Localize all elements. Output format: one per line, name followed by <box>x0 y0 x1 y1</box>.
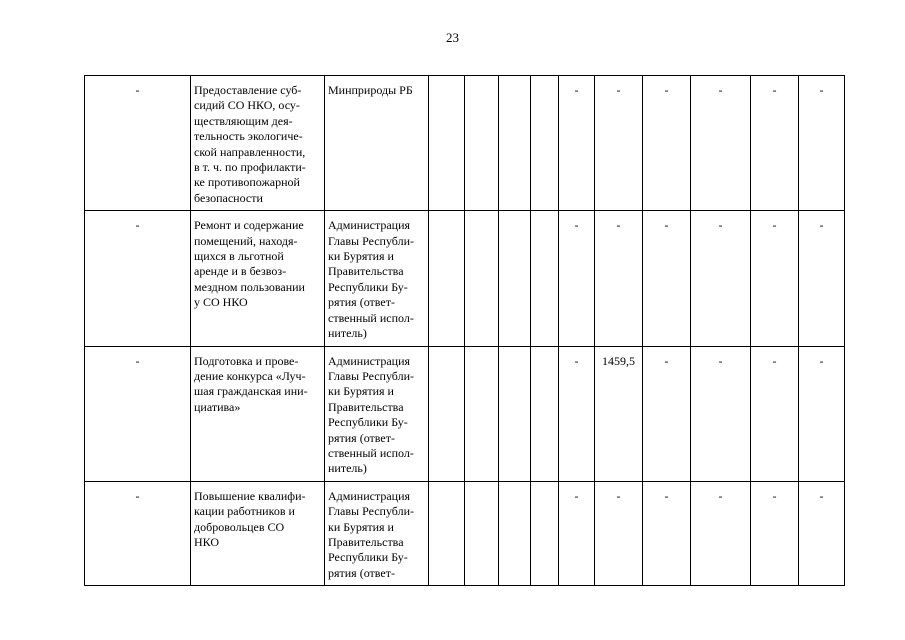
value-cell: - <box>799 481 845 585</box>
value-cell: - <box>595 211 643 346</box>
value-cell: - <box>559 76 595 211</box>
value-cell: - <box>559 481 595 585</box>
value-cell <box>499 76 531 211</box>
value-cell <box>531 481 559 585</box>
value-cell <box>499 481 531 585</box>
value-cell: - <box>691 211 751 346</box>
value-cell: - <box>643 481 691 585</box>
value-cell: - <box>751 346 799 481</box>
value-cell: 1459,5 <box>595 346 643 481</box>
value-cell <box>499 211 531 346</box>
value-cell: - <box>691 76 751 211</box>
row-number: - <box>85 76 191 211</box>
table-row <box>85 211 845 346</box>
value-cell <box>429 346 465 481</box>
value-cell <box>429 76 465 211</box>
value-cell <box>499 346 531 481</box>
value-cell: - <box>751 481 799 585</box>
executor-cell: Минприроды РБ <box>325 76 429 211</box>
value-cell: - <box>799 76 845 211</box>
row-number: - <box>85 481 191 585</box>
value-cell <box>465 211 499 346</box>
table-row <box>85 76 845 211</box>
value-cell <box>531 346 559 481</box>
value-cell: - <box>595 481 643 585</box>
table-row <box>85 481 845 585</box>
value-cell <box>465 481 499 585</box>
value-cell: - <box>559 346 595 481</box>
value-cell: - <box>691 481 751 585</box>
value-cell <box>429 211 465 346</box>
value-cell <box>429 481 465 585</box>
value-cell: - <box>559 211 595 346</box>
activity-cell: Повышение квалифи- кации работников и добровольцев СО НКО <box>191 481 325 585</box>
page-number: 23 <box>446 30 459 45</box>
executor-cell: Администрация Главы Республи- ки Бурятия и Правительства Республики Бу- рятия (ответ- ственный испол- нитель) <box>325 211 429 346</box>
value-cell <box>465 76 499 211</box>
value-cell <box>531 76 559 211</box>
value-cell: - <box>595 76 643 211</box>
activity-cell: Предоставление суб- сидий СО НКО, осу- ществляющим дея- тельность экологиче- ской направленности, в т. ч. по профилакти- ке противопожарной безопасности <box>191 76 325 211</box>
value-cell: - <box>643 76 691 211</box>
value-cell: - <box>643 346 691 481</box>
value-cell: - <box>691 346 751 481</box>
value-cell: - <box>799 211 845 346</box>
value-cell: - <box>751 76 799 211</box>
value-cell <box>531 211 559 346</box>
program-table <box>84 75 845 586</box>
table-row <box>85 346 845 481</box>
activity-cell: Ремонт и содержание помещений, находя- щихся в льготной аренде и в безвоз- мездном пользовании у СО НКО <box>191 211 325 346</box>
value-cell: - <box>643 211 691 346</box>
activity-cell: Подготовка и прове- дение конкурса «Луч- шая гражданская ини- циатива» <box>191 346 325 481</box>
row-number: - <box>85 211 191 346</box>
value-cell: - <box>751 211 799 346</box>
executor-cell: Администрация Главы Республи- ки Бурятия и Правительства Республики Бу- рятия (ответ- <box>325 481 429 585</box>
executor-cell: Администрация Главы Республи- ки Бурятия и Правительства Республики Бу- рятия (ответ- ственный испол- нитель) <box>325 346 429 481</box>
value-cell: - <box>799 346 845 481</box>
value-cell <box>465 346 499 481</box>
row-number: - <box>85 346 191 481</box>
